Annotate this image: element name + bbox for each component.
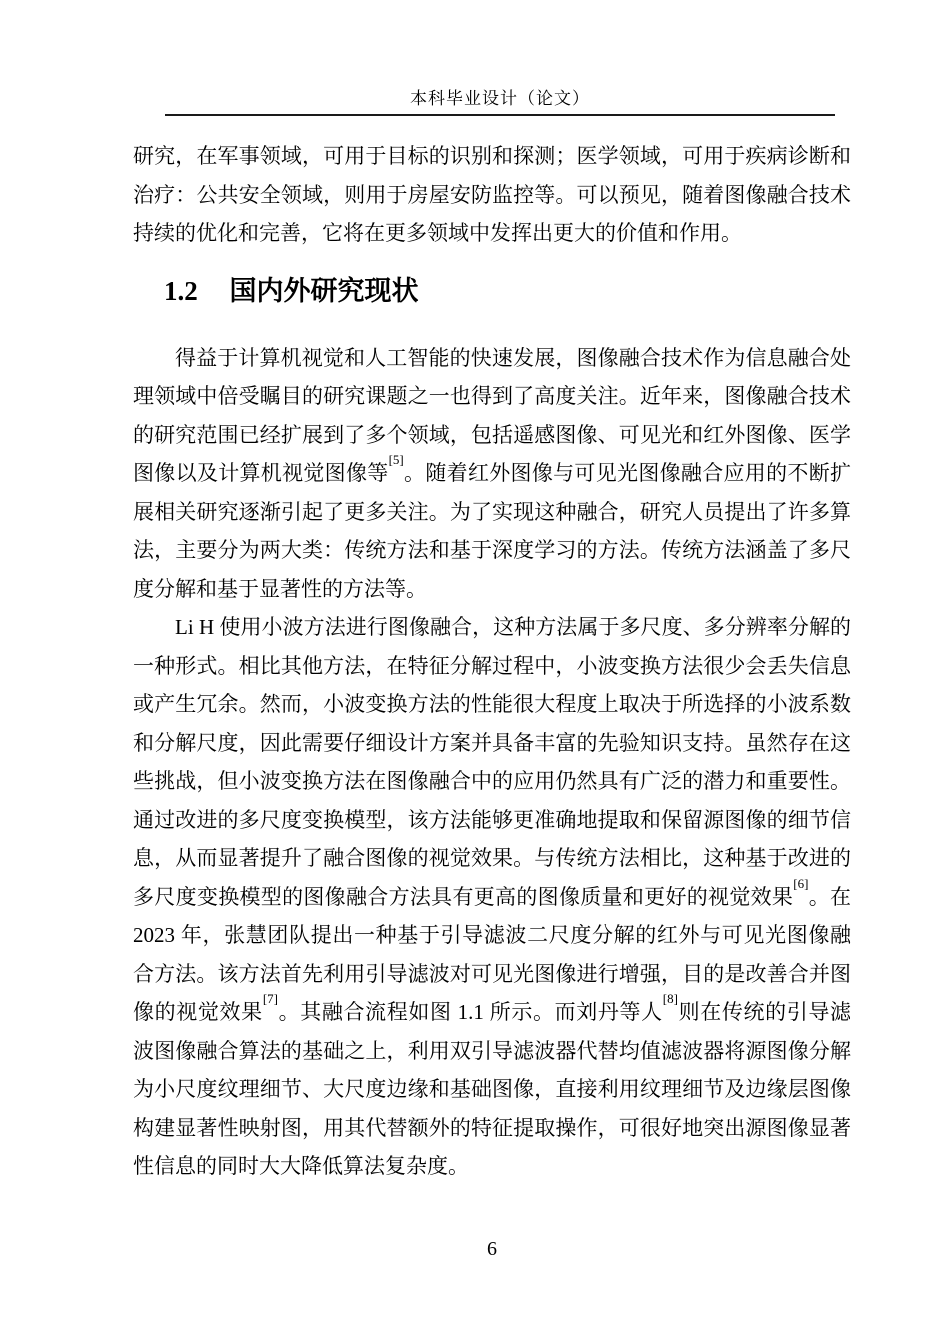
section-heading — [133, 273, 851, 310]
page-body — [133, 137, 851, 1186]
paragraph-intro-continuation — [133, 137, 851, 253]
text-run: 。随着红外图像与可见光图像融合应用的不断扩展相关研究逐渐引起了更多关注。为了实现这种融合，研究人员提出了许多算法，主要分为两大类：传统方法和基于深度学习的方法。传统方法涵盖了多尺度分解和基于显著性的方法等。 — [133, 461, 852, 601]
text-run: 。其融合流程如图 1.1 所示。而刘丹等人 — [277, 1000, 663, 1024]
section-title: 国内外研究现状 — [229, 275, 419, 306]
page-number: 6 — [487, 1238, 497, 1260]
text-run: 。在 2023 年，张慧团队提出一种基于引导滤波二尺度分解的红外与可见光图像融合方法。该方法首先利用引导滤波对可见光图像进行增强，目的是改善合并图像的视觉效果 — [133, 884, 852, 1024]
running-header-title: 本科毕业设计（论文） — [410, 89, 590, 108]
header-rule — [165, 114, 835, 116]
citation-ref: [6] — [793, 875, 809, 891]
citation-ref: [8] — [662, 991, 678, 1006]
running-header — [165, 84, 835, 116]
citation-ref: [7] — [262, 991, 278, 1006]
text-run: 得益于计算机视觉和人工智能的快速发展，图像融合技术作为信息融合处理领域中倍受瞩目的研究课题之一也得到了高度关注。近年来，图像融合技术的研究范围已经扩展到了多个领域，包括遥感图像、可见光和红外图像、医学图像以及计算机视觉图像等 — [133, 345, 851, 485]
text-run: 研究，在军事领域，可用于目标的识别和探测；医学领域，可用于疾病诊断和治疗：公共安全领域，则用于房屋安防监控等。可以预见，随着图像融合技术持续的优化和完善，它将在更多领域中发挥出更大的价值和作用。 — [133, 144, 851, 245]
section-number: 1.2 — [164, 275, 198, 306]
paragraph-research-overview — [133, 339, 851, 609]
paragraph-methods-review — [133, 608, 851, 1186]
text-run: Li H 使用小波方法进行图像融合，这种方法属于多尺度、多分辨率分解的一种形式。相比其他方法，在特征分解过程中，小波变换方法很少会丢失信息或产生冗余。然而，小波变换方法的性能很大程度上取决于所选择的小波系数和分解尺度，因此需要仔细设计方案并具备丰富的先验知识支持。虽然存在这些挑战，但小波变换方法在图像融合中的应用仍然具有广泛的潜力和重要性。通过改进的多尺度变换模型，该方法能够更准确地提取和保留源图像的细节信息，从而显著提升了融合图像的视觉效果。与传统方法相比，这种基于改进的多尺度变换模型的图像融合方法具有更高的图像质量和更好的视觉效果 — [133, 615, 851, 909]
citation-ref: [5] — [388, 452, 404, 467]
text-run: 则在传统的引导滤波图像融合算法的基础之上，利用双引导滤波器代替均值滤波器将源图像分解为小尺度纹理细节、大尺度边缘和基础图像，直接利用纹理细节及边缘层图像构建显著性映射图，用其代替额外的特征提取操作，可很好地突出源图像显著性信息的同时大大降低算法复杂度。 — [133, 1000, 852, 1178]
page-footer — [133, 1238, 851, 1261]
